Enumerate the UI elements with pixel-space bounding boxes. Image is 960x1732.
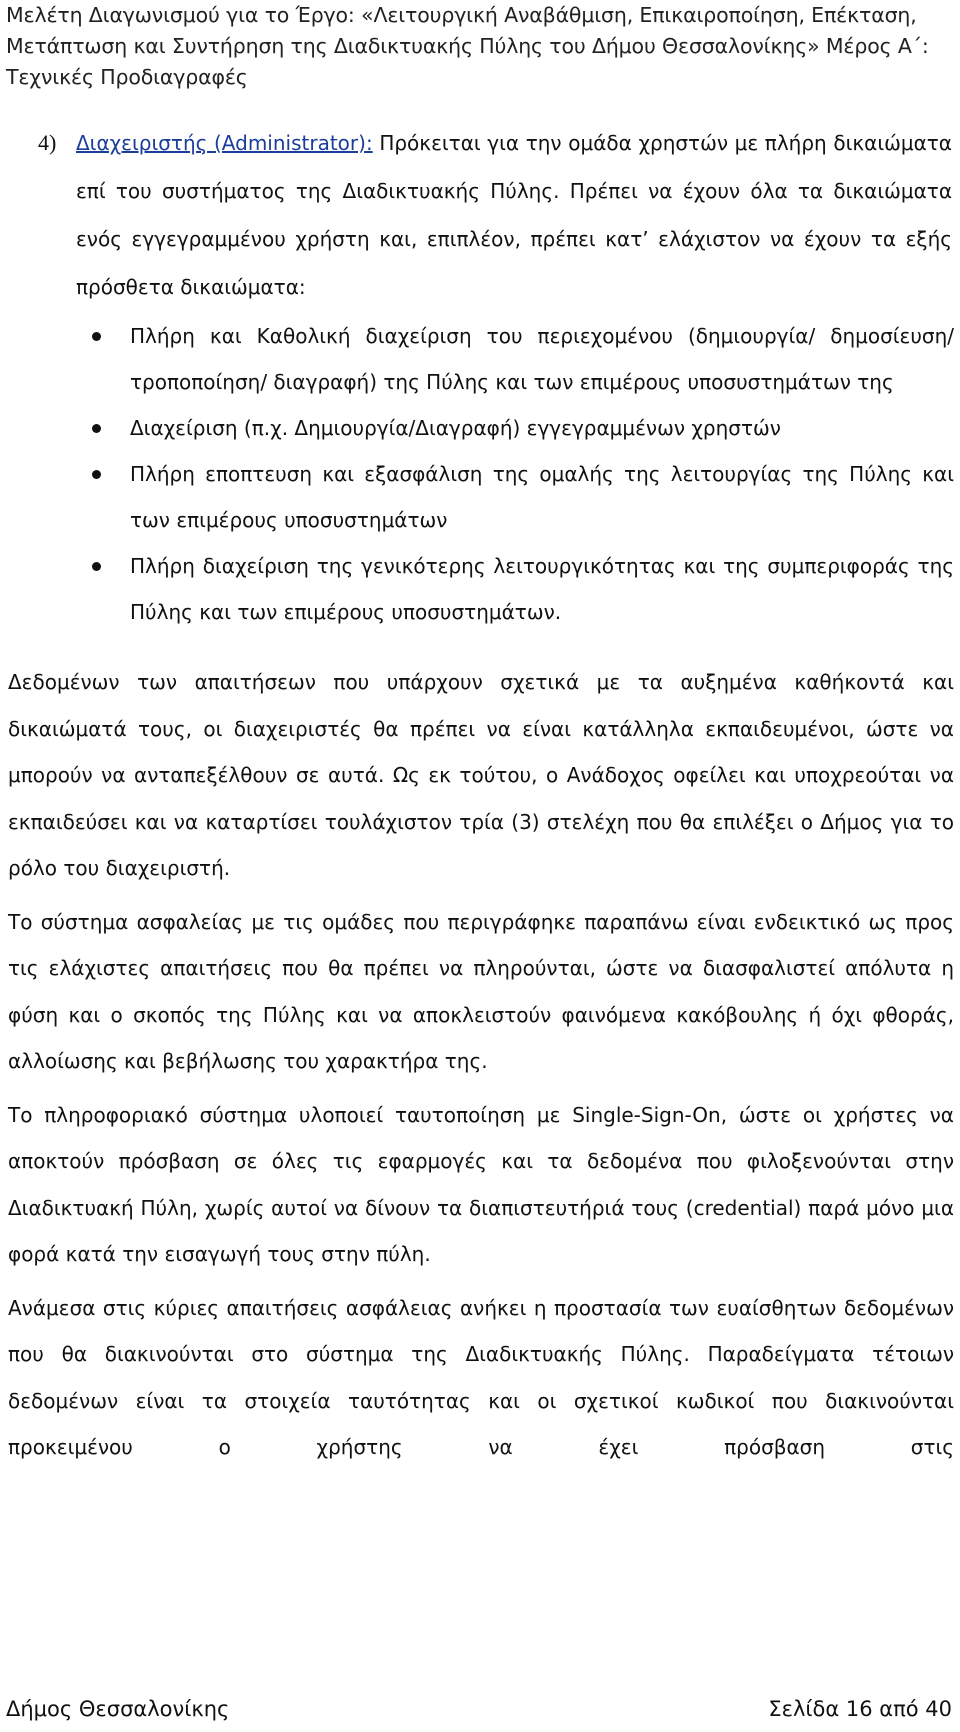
- header-title-line-1: Μελέτη Διαγωνισμού για το Έργο: «Λειτουργική Αναβάθμιση, Επικαιροποίηση, Επέκταση,: [6, 3, 917, 27]
- bullet-item: [92, 451, 954, 543]
- bullet-text: Διαχείριση (π.χ. Δημιουργία/Διαγραφή) εγγεγραμμένων χρηστών: [130, 416, 781, 440]
- bullet-item: [92, 313, 954, 405]
- bullet-item: [92, 543, 954, 635]
- bullet-dot-icon: [92, 562, 101, 571]
- bullet-text: Πλήρη και Καθολική διαχείριση του περιεχομένου (δημιουργία/ δημοσίευση/ τροποποίηση/ διαγραφή) της Πύλης και των επιμέρους υποσυστημάτων της: [130, 324, 954, 394]
- paragraph-security-system: Το σύστημα ασφαλείας με τις ομάδες που περιγράφηκε παραπάνω είναι ενδεικτικό ως προς τις ελάχιστες απαιτήσεις που θα πρέπει να πληρούνται, ώστε να διασφαλιστεί απόλυτα η φύση και ο σκοπός της Πύλης και να αποκλειστούν φαινόμενα κακόβουλης ή όχι φθοράς, αλλοίωσης και βεβήλωσης του χαρακτήρα της.: [8, 909, 954, 1073]
- bullet-text: Πλήρη διαχείριση της γενικότερης λειτουργικότητας και της συμπεριφοράς της Πύλης και των επιμέρους υποσυστημάτων.: [130, 554, 954, 624]
- footer-organization: Δήμος Θεσσαλονίκης: [6, 1697, 230, 1721]
- bullet-list: [92, 313, 954, 635]
- item-text: [76, 119, 952, 311]
- bullet-item: [92, 405, 954, 451]
- bullet-dot-icon: [92, 470, 101, 479]
- paragraph-sensitive-data: Ανάμεσα στις κύριες απαιτήσεις ασφάλειας ανήκει η προστασία των ευαίσθητων δεδομένων που θα διακινούνται στο σύστημα της Διαδικτυακής Πύλης. Παραδείγματα τέτοιων δεδομένων είναι τα στοιχεία ταυτότητας και οι σχετικοί κωδικοί που διακινούνται προκειμένου ο χρήστης να έχει πρόσβαση στις: [8, 1295, 954, 1459]
- numbered-item-administrator: [40, 119, 952, 311]
- page-number: Σελίδα 16 από 40: [768, 1697, 952, 1721]
- paragraph-admin-training: Δεδομένων των απαιτήσεων που υπάρχουν σχετικά με τα αυξημένα καθήκοντά και δικαιώματά τους, οι διαχειριστές θα πρέπει να είναι κατάλληλα εκπαιδευμένοι, ώστε να μπορούν να ανταπεξέλθουν σε αυτά. Ως εκ τούτου, ο Ανάδοχος οφείλει και υποχρεούται να εκπαιδεύσει και να καταρτίσει τουλάχιστον τρία (3) στελέχη που θα επιλέξει ο Δήμος για το ρόλο του διαχειριστή.: [8, 670, 954, 880]
- bullet-dot-icon: [92, 424, 101, 433]
- paragraph-single-sign-on: Το πληροφοριακό σύστημα υλοποιεί ταυτοποίηση με Single-Sign-On, ώστε οι χρήστες να αποκτούν πρόσβαση σε όλες τις εφαρμογές και τα δεδομένα που φιλοξενούνται στην Διαδικτυακή Πύλη, χωρίς αυτοί να δίνουν τα διαπιστευτήριά τους (credential) παρά μόνο μια φορά κατά την εισαγωγή τους στην πύλη.: [8, 1102, 954, 1266]
- item-description: Πρόκειται για την ομάδα χρηστών με πλήρη δικαιώματα επί του συστήματος της Διαδικτυακής Πύλης. Πρέπει να έχουν όλα τα δικαιώματα ενός εγγεγραμμένου χρήστη και, επιπλέον, πρέπει κατ’ ελάχιστον να έχουν τα εξής πρόσθετα δικαιώματα:: [76, 131, 952, 299]
- page-footer: [6, 1692, 952, 1726]
- header-title-line-3: Τεχνικές Προδιαγραφές: [6, 65, 248, 89]
- item-lead-term: Διαχειριστής (Administrator):: [76, 131, 373, 155]
- header-title-line-2: Μετάπτωση και Συντήρηση της Διαδικτυακής Πύλης του Δήμου Θεσσαλονίκης» Μέρος Α΄:: [6, 34, 929, 58]
- page-header: [6, 0, 954, 93]
- bullet-text: Πλήρη εποπτευση και εξασφάλιση της ομαλής της λειτουργίας της Πύλης και των επιμέρους υποσυστημάτων: [130, 462, 954, 532]
- body-text: [8, 659, 954, 1478]
- bullet-dot-icon: [92, 332, 101, 341]
- item-number: 4): [38, 130, 57, 155]
